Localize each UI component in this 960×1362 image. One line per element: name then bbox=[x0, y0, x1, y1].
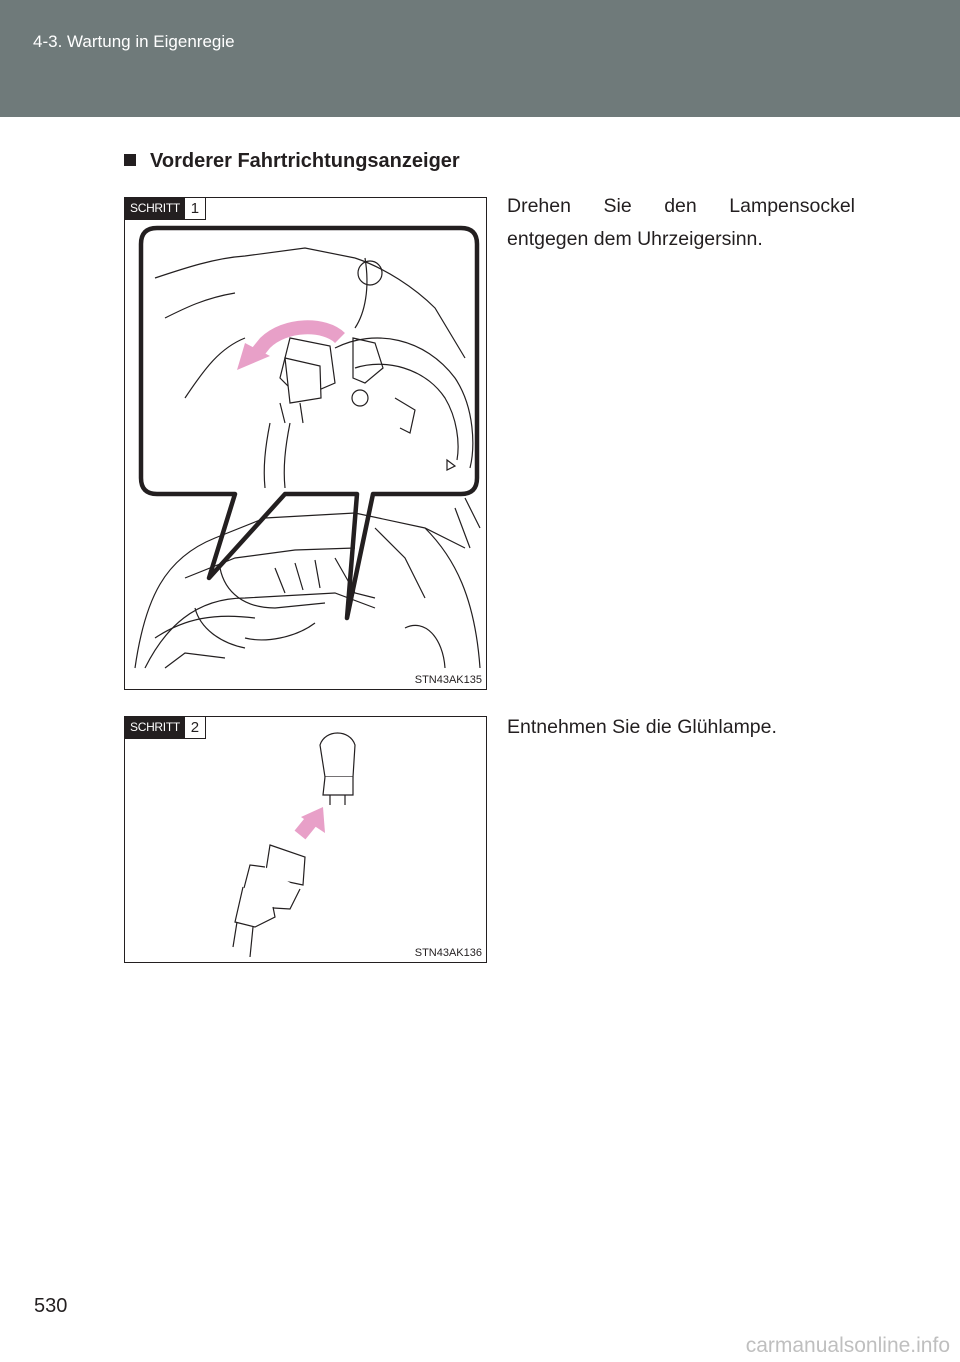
step-badge bbox=[125, 198, 206, 220]
headlight-socket-illustration bbox=[125, 198, 486, 689]
step-badge bbox=[125, 717, 206, 739]
step-badge-word: SCHRITT bbox=[125, 717, 185, 738]
step-number: 2 bbox=[185, 717, 205, 738]
chapter-title: 4-3. Wartung in Eigenregie bbox=[33, 32, 235, 51]
step-2-figure bbox=[124, 716, 487, 963]
page-number: 530 bbox=[34, 1295, 68, 1317]
step-1-figure bbox=[124, 197, 487, 690]
bulb-removal-illustration bbox=[125, 717, 486, 962]
step-badge-word: SCHRITT bbox=[125, 198, 185, 219]
figure-code: STN43AK135 bbox=[414, 674, 482, 686]
page-header bbox=[0, 0, 960, 117]
figure-code: STN43AK136 bbox=[414, 947, 482, 959]
step-2-text: Entnehmen Sie die Glühlampe. bbox=[507, 716, 777, 738]
step-number: 1 bbox=[185, 198, 205, 219]
section-heading bbox=[124, 150, 460, 173]
square-bullet-icon bbox=[124, 154, 136, 166]
step-1-text: Drehen Sie den Lampensockel entgegen dem Uhrzeigersinn. bbox=[507, 195, 855, 250]
watermark: carmanualsonline.info bbox=[745, 1334, 950, 1357]
section-heading-text: Vorderer Fahrtrichtungsanzeiger bbox=[150, 150, 460, 172]
